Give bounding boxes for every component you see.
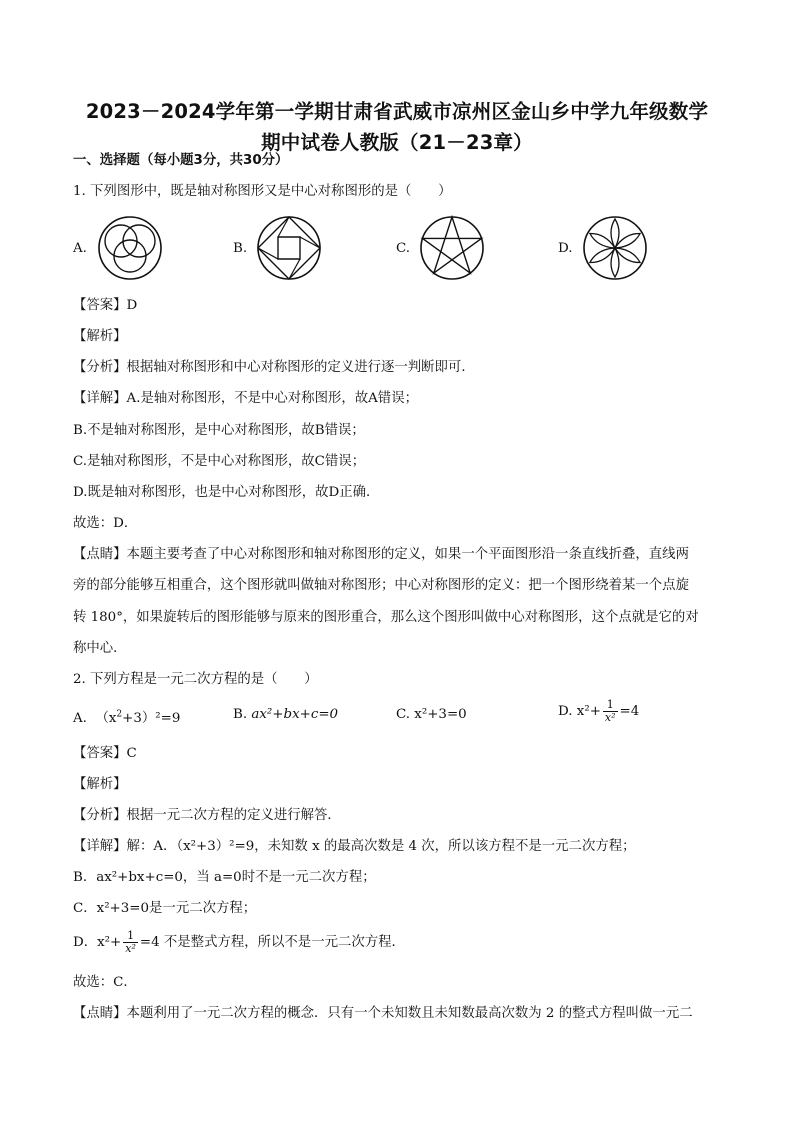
q1-detail-line: B.不是轴对称图形，是中心对称图形，故B错误； bbox=[73, 423, 365, 438]
q2-option-a-pre: （x bbox=[95, 711, 117, 726]
q1-option-a-label: A. bbox=[73, 241, 87, 256]
section-heading: 一、选择题（每小题3分，共30分） bbox=[73, 153, 289, 168]
doc-title-line-1: 2023－2024学年第一学期甘肃省武威市凉州区金山乡中学九年级数学 bbox=[85, 100, 709, 123]
q1-option-d-label: D. bbox=[558, 241, 573, 256]
q2-analysis-tag: 【解析】 bbox=[73, 777, 127, 792]
q2-option-a bbox=[73, 707, 180, 726]
q2-choose: 故选：C． bbox=[73, 975, 137, 990]
q1-analysis-tag: 【解析】 bbox=[73, 329, 127, 344]
q2-option-d-den: x² bbox=[604, 711, 616, 724]
q2-option-a-post: +3）²=9 bbox=[122, 711, 181, 726]
q1-comment-line: 旁的部分能够互相重合，这个图形就叫做轴对称图形；中心对称图形的定义：把一个图形绕着某一个点旋 bbox=[73, 578, 689, 593]
q2-option-a-sup: 2 bbox=[116, 709, 123, 720]
q1-stem: 1. 下列图形中，既是轴对称图形又是中心对称图形的是（ ） bbox=[73, 184, 452, 199]
q2-detail-line: C．x²+3=0是一元二次方程； bbox=[73, 901, 257, 916]
q2-detail-d-num: 1 bbox=[123, 930, 138, 943]
q2-comment: 【点睛】本题利用了一元二次方程的概念．只有一个未知数且未知数最高次数为 2 的整式方程叫做一元二 bbox=[73, 1006, 693, 1021]
q2-detail-d-pre: D．x²+ bbox=[73, 935, 122, 950]
q2-analysis: 【分析】根据一元二次方程的定义进行解答． bbox=[73, 808, 341, 823]
q1-detail-line: 【详解】A.是轴对称图形，不是中心对称图形，故A错误； bbox=[73, 391, 418, 406]
q2-option-d-fraction bbox=[603, 699, 618, 724]
q2-option-d-num: 1 bbox=[603, 699, 618, 712]
q2-stem: 2. 下列方程是一元二次方程的是（ ） bbox=[73, 672, 318, 687]
q2-option-d-pre: x²+ bbox=[576, 704, 601, 719]
q2-detail-d-post: =4 不是整式方程，所以不是一元二次方程． bbox=[139, 935, 405, 950]
pentagram-icon bbox=[419, 215, 485, 281]
q2-option-a-label: A. bbox=[73, 711, 87, 726]
q2-option-d bbox=[558, 699, 639, 724]
q2-answer: 【答案】C bbox=[73, 746, 137, 761]
venn-circles-icon bbox=[97, 215, 163, 281]
q1-choose: 故选：D． bbox=[73, 516, 138, 531]
q2-option-b-label: B. bbox=[233, 707, 248, 722]
q1-comment-line: 【点睛】本题主要考查了中心对称图形和轴对称图形的定义，如果一个平面图形沿一条直线折叠，直线两 bbox=[73, 547, 689, 562]
q2-detail-d-fraction bbox=[123, 930, 138, 955]
q2-option-c-text: x²+3=0 bbox=[414, 707, 467, 722]
q2-option-b bbox=[233, 707, 338, 722]
q2-option-d-label: D. bbox=[558, 704, 573, 719]
q1-detail-line: C.是轴对称图形，不是中心对称图形，故C错误； bbox=[73, 454, 366, 469]
q1-option-c-label: C. bbox=[396, 241, 411, 256]
q1-comment-line: 转 180°，如果旋转后的图形能够与原来的图形重合，那么这个图形叫做中心对称图形，这个点就是它的对 bbox=[73, 610, 699, 625]
q1-analysis: 【分析】根据轴对称图形和中心对称图形的定义进行逐一判断即可． bbox=[73, 360, 475, 375]
q2-detail-line: B．ax²+bx+c=0，当 a=0时不是一元二次方程； bbox=[73, 870, 376, 885]
q2-detail-d-den: x² bbox=[125, 942, 136, 955]
q1-option-b-label: B. bbox=[233, 241, 248, 256]
q2-detail-d bbox=[73, 930, 405, 955]
q1-answer: 【答案】D bbox=[73, 298, 138, 313]
q1-detail-line: D.既是轴对称图形，也是中心对称图形，故D正确． bbox=[73, 485, 380, 500]
q2-detail-line: 【详解】解：A．（x²+3）²=9，未知数 x 的最高次数是 4 次，所以该方程不是一元二次方程； bbox=[73, 839, 636, 854]
q1-comment-line: 称中心． bbox=[73, 641, 127, 656]
q2-option-b-text: ax²+bx+c=0 bbox=[251, 707, 339, 722]
q2-option-c bbox=[396, 707, 467, 722]
q2-option-d-post: =4 bbox=[619, 704, 640, 719]
q2-option-c-label: C. bbox=[396, 707, 411, 722]
flower-petals-icon bbox=[582, 215, 648, 281]
rotated-squares-icon bbox=[256, 215, 322, 281]
doc-title-line-2: 期中试卷人教版（21－23章） bbox=[261, 131, 533, 154]
